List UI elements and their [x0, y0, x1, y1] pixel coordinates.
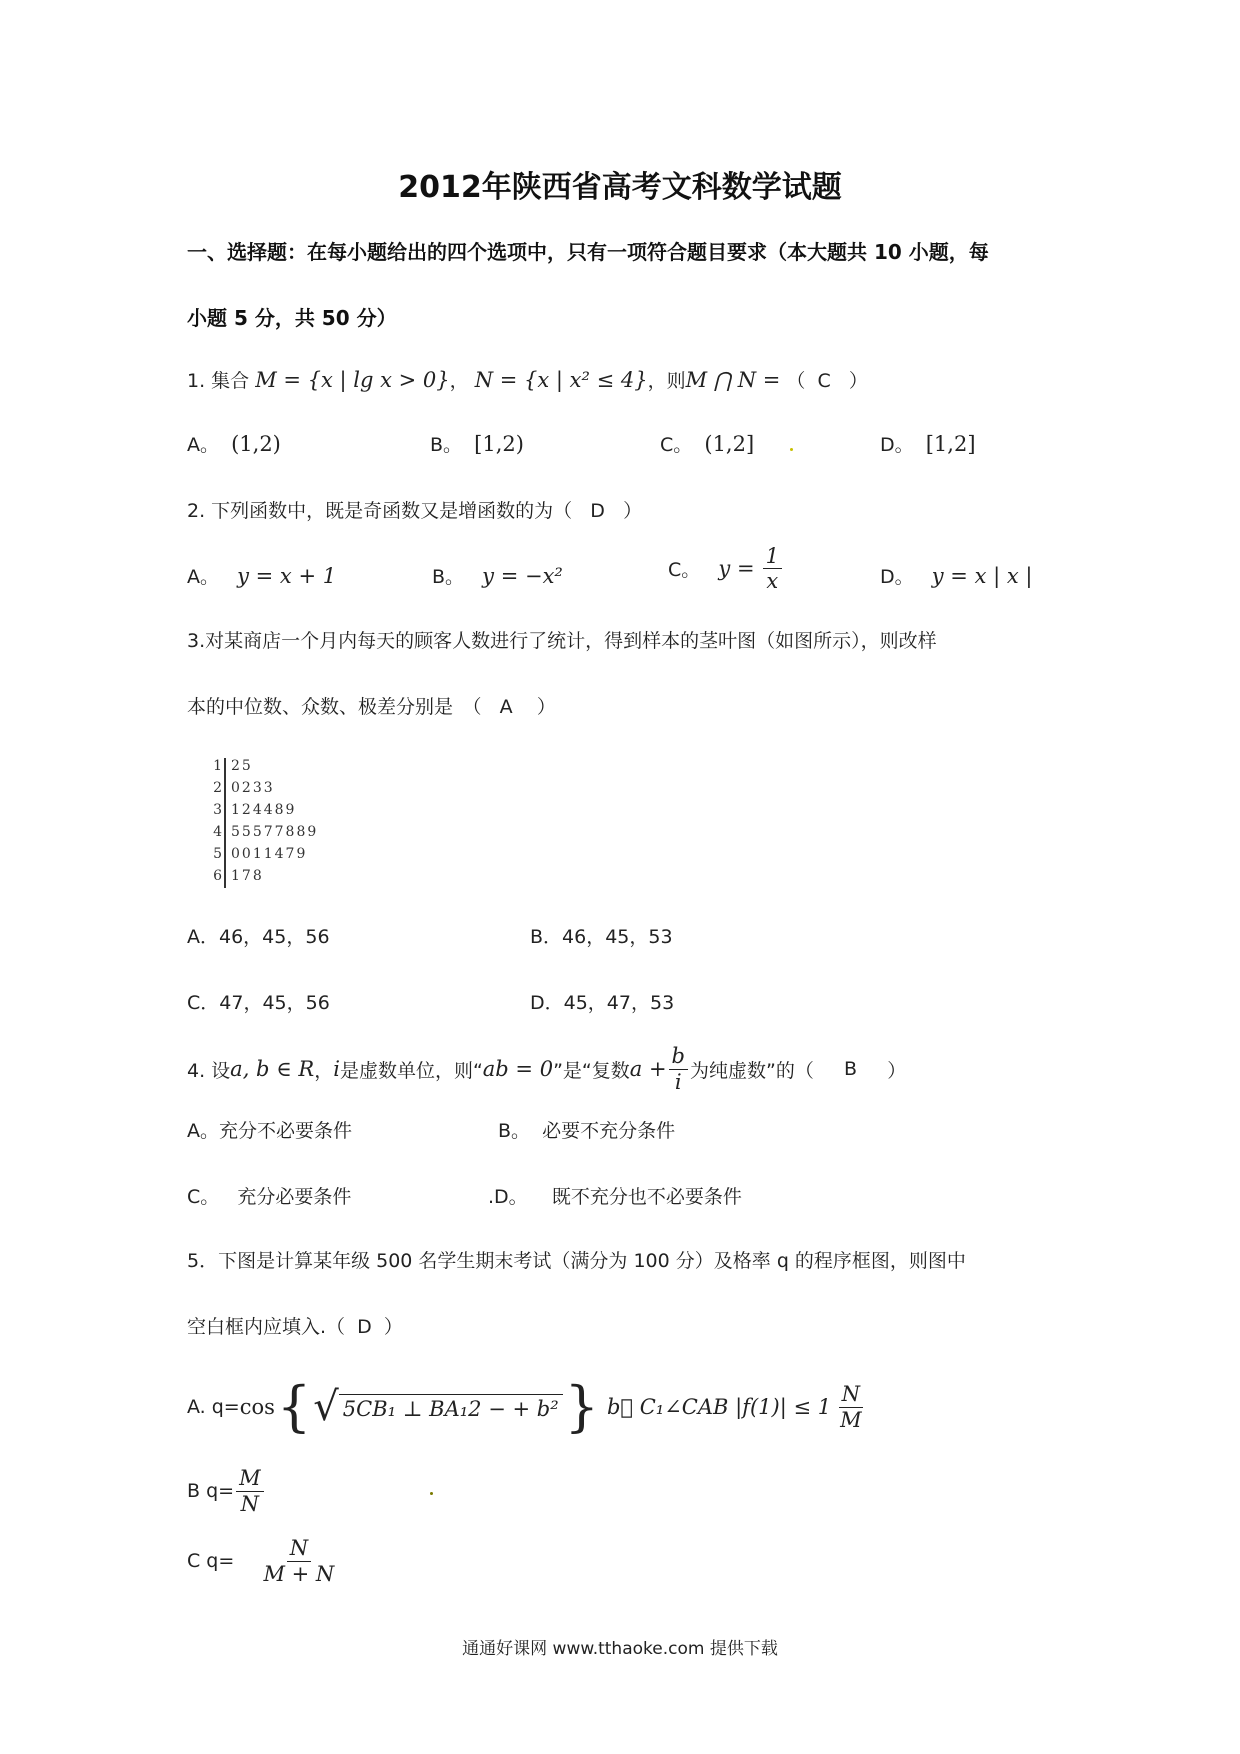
q5-radicand: 5CB₁ ⊥ BA₁2 − + b²: [339, 1394, 563, 1421]
q4-option-d: [488, 1182, 742, 1209]
q5-expression: b⃗ C₁∠CAB |f(1)| ≤ 1: [606, 1395, 832, 1419]
q3-paren-close: ）: [536, 696, 556, 718]
q4-prefix: 4. 设: [187, 1059, 231, 1082]
q4-condition: a, b ∈ R: [230, 1057, 315, 1081]
q2-option-a: [187, 562, 336, 589]
option-value: 既不充分也不必要条件: [551, 1186, 742, 1208]
stem: 3: [213, 802, 224, 818]
q2-option-c: [668, 544, 784, 593]
stem-leaf-row: [206, 780, 275, 801]
page-title: 2012年陕西省高考文科数学试题: [398, 170, 842, 205]
stem-leaf-row: [206, 868, 264, 889]
footer-text: 通通好课网 www.tthaoke.com 提供下载: [462, 1639, 778, 1659]
leaves: 124489: [231, 802, 297, 818]
q1-option-d: [880, 430, 976, 457]
option-value: y = −x²: [482, 564, 563, 588]
option-value: 必要不充分条件: [542, 1120, 676, 1142]
q2-paren-close: ）: [623, 500, 643, 522]
q1-paren-open: （: [786, 370, 806, 392]
q4-text: ”是“复数: [553, 1059, 630, 1082]
stem: 1: [213, 758, 224, 774]
q4-option-b: [498, 1116, 675, 1143]
q5-cos: cos: [239, 1395, 275, 1419]
q3-option-c: C．47，45，56: [187, 992, 330, 1014]
stem: 5: [213, 846, 224, 862]
q4-answer: B: [844, 1058, 858, 1080]
option-value: y = x | x |: [931, 564, 1033, 588]
stem-leaf-row: [206, 846, 307, 867]
q1-then: ，则: [647, 370, 686, 392]
q1-option-c: [660, 430, 754, 457]
option-label: C。: [668, 559, 701, 582]
q4-text: ，: [314, 1059, 334, 1082]
fraction-denominator: x: [766, 569, 779, 594]
q4-i-var: i: [333, 1057, 340, 1081]
q1-comma: ，: [449, 370, 469, 392]
q4-paren-close: ）: [887, 1059, 907, 1082]
q5-option-b: [187, 1458, 266, 1524]
fraction: [260, 1536, 337, 1585]
fraction: [669, 1044, 688, 1093]
left-brace-icon: {: [276, 1375, 312, 1438]
fraction-numerator: M: [236, 1466, 264, 1491]
fraction-numerator: 1: [763, 544, 782, 569]
option-value: (1,2]: [704, 432, 755, 456]
q3-text: 本的中位数、众数、极差分别是 （: [187, 696, 482, 718]
stem-leaf-row: [206, 824, 318, 845]
q1-paren-close: ）: [848, 370, 868, 392]
right-brace-icon: }: [564, 1375, 599, 1438]
q1-set-n: N = {x | x² ≤ 4}: [474, 368, 648, 392]
sqrt-icon: √: [313, 1384, 339, 1430]
q5-answer: D: [357, 1316, 372, 1338]
fraction-numerator: b: [669, 1044, 688, 1069]
question-5-line2: [187, 1312, 403, 1339]
fraction: [837, 1382, 865, 1431]
option-label: C q=: [187, 1550, 235, 1572]
stem: 4: [213, 824, 224, 840]
q3-option-d: D．45，47，53: [530, 992, 675, 1014]
leaves: 178: [231, 868, 264, 884]
question-5-line1: 5．下图是计算某年级 500 名学生期末考试（满分为 100 分）及格率 q 的程序框图，则图中: [187, 1250, 966, 1272]
option-label: C。: [187, 1186, 220, 1208]
option-value: [1,2): [474, 432, 524, 456]
q4-ab: ab = 0: [482, 1057, 554, 1081]
q2-option-b: [432, 562, 563, 589]
q3-option-b: B．46，45，53: [530, 926, 673, 948]
stray-mark: [790, 448, 793, 451]
fraction: [763, 544, 782, 593]
question-4: [187, 1036, 906, 1102]
option-label: B。: [430, 434, 463, 456]
fraction-denominator: M + N: [263, 1561, 335, 1586]
stray-mark: [430, 1492, 433, 1495]
option-label: A。: [187, 566, 219, 588]
q1-expr: M ⋂ N =: [685, 368, 781, 392]
q1-prefix: 1. 集合: [187, 370, 250, 392]
q1-option-b: [430, 430, 524, 457]
fraction-denominator: i: [674, 1069, 682, 1094]
stem-leaf-row: [206, 802, 296, 823]
leaves: 55577889: [231, 824, 319, 840]
q2-option-d: [880, 562, 1032, 589]
option-label: B。: [432, 566, 465, 588]
option-value: y = x + 1: [237, 564, 337, 588]
fraction-denominator: N: [240, 1491, 259, 1516]
q1-answer: C: [817, 370, 831, 392]
q4-text: 是虚数单位，则“: [339, 1059, 483, 1082]
question-3-line2: [187, 692, 556, 719]
q3-answer: A: [499, 696, 513, 718]
option-label: A. q=: [187, 1396, 240, 1418]
section-heading-line2: 小题 5 分，共 50 分）: [187, 306, 397, 330]
option-value: (1,2): [231, 432, 281, 456]
q5-text: 空白框内应填入.（: [187, 1316, 346, 1338]
fraction-numerator: N: [839, 1382, 863, 1407]
option-label: .D。: [488, 1186, 528, 1208]
q5-option-a: [187, 1372, 867, 1442]
option-lhs: y =: [718, 556, 755, 581]
option-label: B。: [498, 1120, 531, 1142]
q4-option-c: [187, 1182, 351, 1209]
option-label: D。: [880, 566, 914, 588]
option-label: A。: [187, 1120, 219, 1142]
question-1: [187, 366, 868, 393]
option-value: 充分不必要条件: [219, 1120, 353, 1142]
question-3-line1: 3.对某商店一个月内每天的顾客人数进行了统计，得到样本的茎叶图（如图所示），则改样: [187, 630, 937, 652]
section-heading-line1: 一、选择题：在每小题给出的四个选项中，只有一项符合题目要求（本大题共 10 小题，每: [187, 240, 989, 264]
q4-option-a: [187, 1116, 352, 1143]
fraction-numerator: N: [287, 1536, 311, 1561]
fraction-denominator: M: [840, 1407, 862, 1432]
q2-text: 2. 下列函数中，既是奇函数又是增函数的为（: [187, 500, 573, 522]
q2-answer: D: [590, 500, 605, 522]
option-value: [1,2]: [925, 432, 976, 456]
fraction: [236, 1466, 264, 1515]
option-label: A。: [187, 434, 219, 456]
option-label: C。: [660, 434, 693, 456]
leaves: 25: [231, 758, 253, 774]
q5-option-c: [187, 1528, 339, 1594]
stem-leaf-row: [206, 758, 253, 779]
option-label: B q=: [187, 1480, 235, 1502]
leaves: 0233: [231, 780, 275, 796]
stem: 6: [213, 868, 224, 884]
q4-a-plus: a +: [629, 1057, 667, 1081]
q4-text: 为纯虚数”的（: [690, 1059, 814, 1082]
option-value: 充分必要条件: [237, 1186, 352, 1208]
q3-option-a: A．46，45，56: [187, 926, 330, 948]
q1-option-a: [187, 430, 281, 457]
q5-paren-close: ）: [383, 1316, 403, 1338]
question-2: [187, 496, 642, 523]
leaves: 0011479: [231, 846, 308, 862]
stem: 2: [213, 780, 224, 796]
q1-set-m: M = {x | lg x > 0}: [255, 368, 450, 392]
option-label: D。: [880, 434, 914, 456]
